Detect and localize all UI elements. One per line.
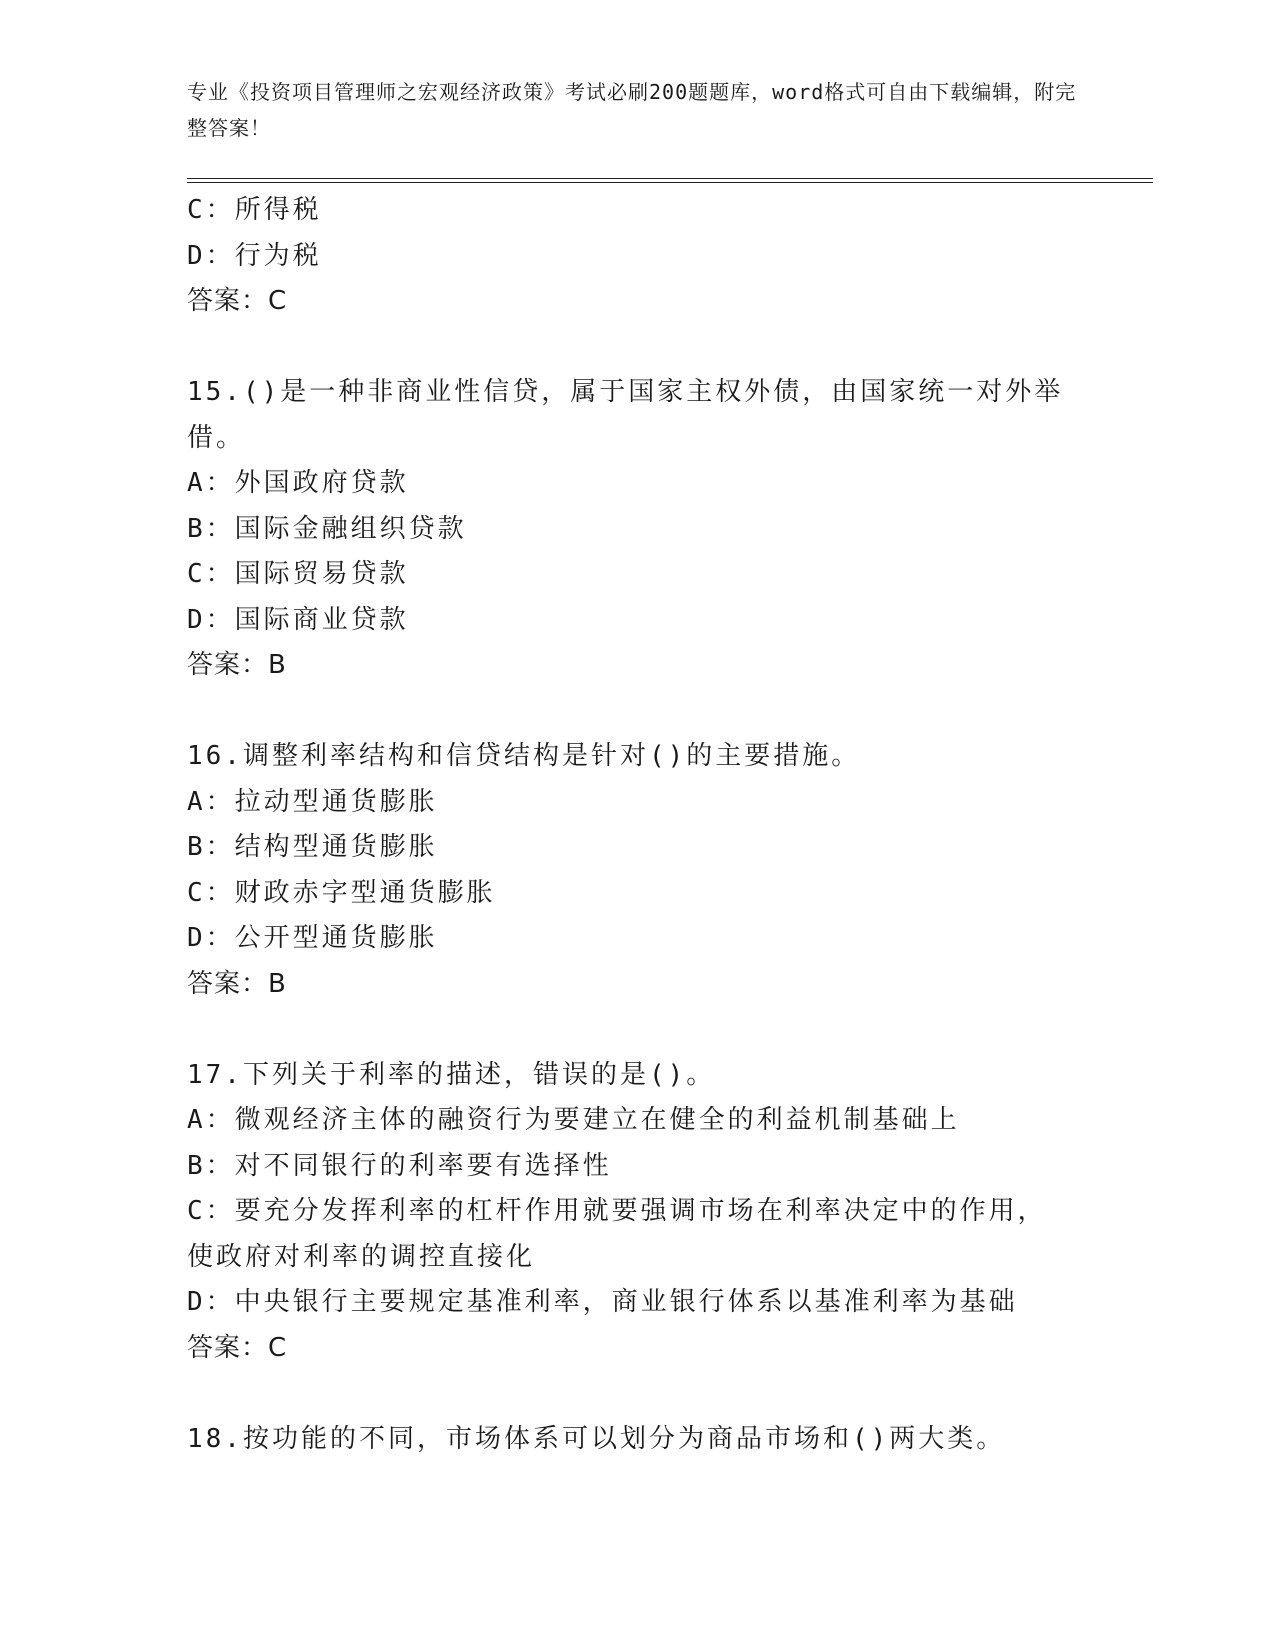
option-b: B：对不同银行的利率要有选择性 (187, 1150, 612, 1181)
option-d: D：中央银行主要规定基准利率，商业银行体系以基准利率为基础 (187, 1287, 1018, 1317)
answer: 答案：B (187, 968, 287, 999)
option-c: C：国际贸易贷款 (187, 559, 409, 589)
page-header: 专业《投资项目管理师之宏观经济政策》考试必刷200题题库，word格式可自由下载编辑，附完整答案！ (187, 80, 1077, 140)
question-content (187, 188, 1107, 1462)
question-15: 15.()是一种非商业性信贷，属于国家主权外债，由国家统一对外举借。 (187, 377, 1064, 453)
option-d: D：国际商业贷款 (187, 604, 409, 635)
option-c: C：所得税 (187, 195, 322, 225)
answer: 答案：C (187, 1332, 288, 1363)
spacer (187, 1371, 1107, 1417)
option-c: C：财政赤字型通货膨胀 (187, 877, 496, 908)
option-a: A：外国政府贷款 (187, 468, 409, 498)
question-18: 18.按功能的不同，市场体系可以划分为商品市场和()两大类。 (187, 1423, 1006, 1454)
option-d: D：行为税 (187, 240, 322, 271)
option-d: D：公开型通货膨胀 (187, 923, 438, 953)
answer: 答案：C (187, 286, 288, 316)
option-b: B：结构型通货膨胀 (187, 832, 438, 862)
option-a: A：微观经济主体的融资行为要建立在健全的利益机制基础上 (187, 1105, 960, 1135)
question-17: 17.下列关于利率的描述，错误的是()。 (187, 1059, 716, 1090)
spacer (187, 689, 1107, 735)
question-16: 16.调整利率结构和信贷结构是针对()的主要措施。 (187, 741, 861, 771)
answer: 答案：B (187, 650, 287, 680)
option-c: C：要充分发挥利率的杠杆作用就要强调市场在利率决定中的作用，使政府对利率的调控直接化 (187, 1196, 1047, 1272)
spacer (187, 325, 1107, 371)
spacer (187, 1007, 1107, 1053)
header-divider (187, 178, 1153, 183)
option-a: A：拉动型通货膨胀 (187, 786, 438, 817)
option-b: B：国际金融组织贷款 (187, 513, 467, 544)
